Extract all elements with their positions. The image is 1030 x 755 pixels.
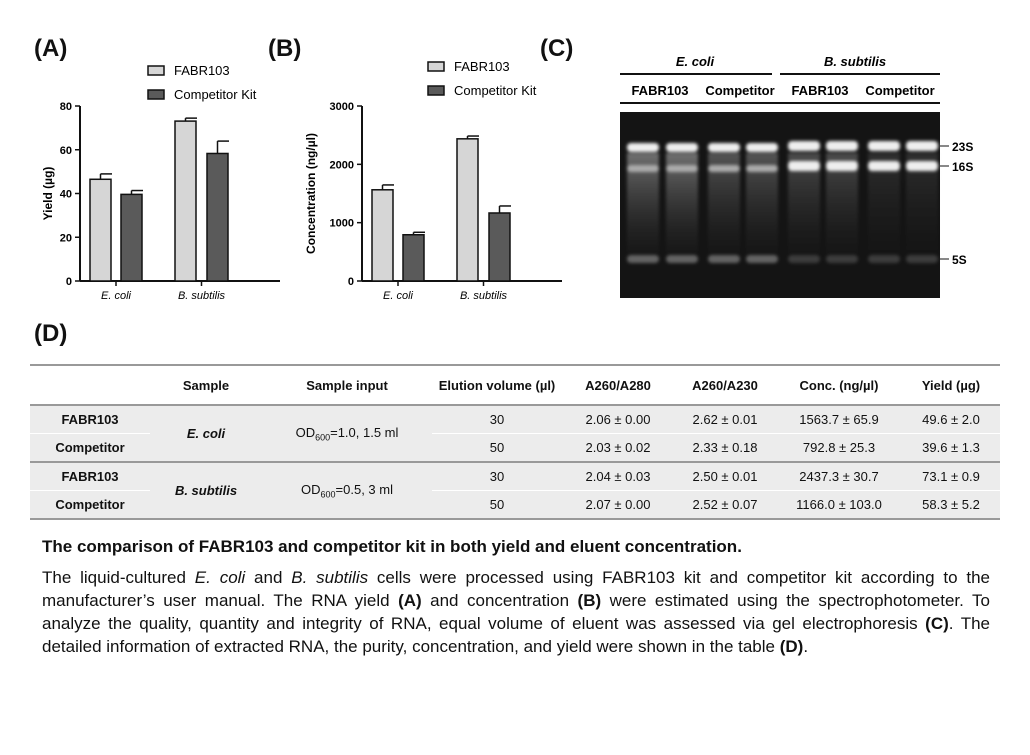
value-cell: 2.33 ± 0.18 (674, 434, 776, 463)
band-23s (788, 141, 820, 151)
rna-comparison-table (30, 364, 1000, 520)
caption-text-run: and (245, 568, 292, 587)
value-cell: 2.62 ± 0.01 (674, 405, 776, 434)
band-5s (826, 255, 858, 263)
col-header: Conc. (ng/µl) (776, 365, 902, 405)
caption-title: The comparison of FABR103 and competitor kit in both yield and eluent concentration. (42, 537, 742, 556)
value-cell: 50 (432, 434, 562, 463)
band-5s (906, 255, 938, 263)
y-tick-label: 20 (59, 232, 72, 245)
band-16s (906, 161, 938, 171)
band-16s (788, 161, 820, 171)
col-header: Sample input (262, 365, 432, 405)
band-5s (708, 255, 740, 263)
caption-text-run: cells were processed using FABR103 kit and competitor kit according to the manufacturer’s user manual. The RNA yield (42, 568, 991, 610)
value-cell: 2.52 ± 0.07 (674, 491, 776, 520)
gel-lane-label: FABR103 (631, 83, 689, 98)
kit-cell: Competitor (30, 491, 150, 520)
band-16s (708, 165, 740, 172)
yield-bar-chart (0, 0, 300, 310)
input-od: OD (295, 424, 316, 440)
band-16s (627, 165, 659, 172)
band-label-23s: 23S (952, 140, 974, 154)
sample-input-cell (262, 405, 432, 462)
x-tick-label: E. coli (383, 290, 413, 302)
legend-swatch-fabr103 (148, 66, 164, 75)
value-cell: 73.1 ± 0.9 (902, 462, 1000, 491)
value-cell: 1166.0 ± 103.0 (776, 491, 902, 520)
input-od-subscript: 600 (315, 432, 331, 443)
col-header (30, 365, 150, 405)
panel-label-b: (B) (268, 35, 302, 62)
gel-lane-label: Competitor (865, 83, 935, 98)
band-5s (788, 255, 820, 263)
col-header: Yield (µg) (902, 365, 1000, 405)
gel-species-ecoli: E. coli (675, 54, 715, 69)
y-tick-label: 80 (59, 101, 72, 113)
value-cell: 2437.3 ± 30.7 (776, 462, 902, 491)
caption-text-run: B. subtilis (291, 568, 369, 587)
bar-competitor (207, 153, 228, 281)
caption-text-run: (B) (577, 591, 602, 610)
input-value: =0.5, 3 ml (335, 481, 393, 497)
bar-competitor (403, 235, 424, 281)
bar-fabr103 (457, 139, 478, 281)
band-23s (826, 141, 858, 151)
band-5s (627, 255, 659, 263)
band-23s (746, 143, 778, 152)
value-cell: 2.06 ± 0.00 (562, 405, 674, 434)
col-header: A260/A230 (674, 365, 776, 405)
bar-fabr103 (372, 190, 393, 281)
y-tick-label: 0 (65, 276, 72, 288)
gel-lane-label: Competitor (705, 83, 775, 98)
table-row (30, 462, 1000, 491)
legend-label-fabr103: FABR103 (454, 59, 510, 74)
panel-label-c: (C) (540, 35, 574, 62)
x-tick-label: B. subtilis (459, 290, 508, 302)
y-axis-label: Concentration (ng/µl) (304, 133, 318, 254)
value-cell: 2.03 ± 0.02 (562, 434, 674, 463)
bar-fabr103 (90, 179, 111, 281)
value-cell: 58.3 ± 5.2 (902, 491, 1000, 520)
x-tick-label: B. subtilis (177, 290, 226, 302)
y-axis-label: Yield (µg) (41, 166, 55, 221)
y-tick-label: 40 (59, 188, 72, 201)
caption-body (42, 566, 990, 658)
band-23s (627, 143, 659, 152)
caption-text-run: . (803, 637, 809, 656)
legend-label-competitor: Competitor Kit (174, 87, 257, 102)
input-od-subscript: 600 (320, 489, 336, 500)
value-cell: 2.07 ± 0.00 (562, 491, 674, 520)
col-header: Sample (150, 365, 262, 405)
legend-label-fabr103: FABR103 (174, 63, 230, 78)
value-cell: 1563.7 ± 65.9 (776, 405, 902, 434)
band-16s (746, 165, 778, 172)
legend-swatch-fabr103 (428, 62, 444, 71)
concentration-bar-chart (270, 0, 570, 310)
caption-text-run: . The detailed information of extracted RNA, the purity, concentration, and yield were shown in the table (42, 614, 990, 656)
band-16s (666, 165, 698, 172)
legend-swatch-competitor (148, 90, 164, 99)
caption-text-run: were estimated using the spectrophotometer. To analyze the quality, quantity and integrity of RNA, equal volume of eluent was assessed via gel electrophoresis (42, 591, 990, 633)
gel-lane-label: FABR103 (791, 83, 849, 98)
band-23s (906, 141, 938, 151)
value-cell: 2.04 ± 0.03 (562, 462, 674, 491)
bar-competitor (489, 213, 510, 281)
panel-label-a: (A) (34, 35, 68, 62)
band-16s (826, 161, 858, 171)
caption-text-run: and concentration (421, 591, 578, 610)
value-cell: 30 (432, 405, 562, 434)
gel-species-bsubtilis: B. subtilis (823, 54, 887, 69)
bar-fabr103 (175, 121, 196, 281)
input-od: OD (301, 481, 321, 497)
band-5s (666, 255, 698, 263)
y-tick-label: 2000 (329, 159, 354, 172)
y-tick-label: 1000 (329, 217, 354, 230)
value-cell: 50 (432, 491, 562, 520)
band-23s (666, 143, 698, 152)
y-tick-label: 0 (347, 276, 354, 288)
gel-electrophoresis-image (600, 45, 1000, 305)
band-5s (868, 255, 900, 263)
value-cell: 792.8 ± 25.3 (776, 434, 902, 463)
y-tick-label: 60 (59, 144, 72, 157)
caption-text-run: (A) (398, 591, 422, 610)
sample-cell: E. coli (150, 405, 262, 462)
caption-text-run: (D) (779, 637, 804, 656)
col-header: Elution volume (µl) (432, 365, 562, 405)
value-cell: 2.50 ± 0.01 (674, 462, 776, 491)
caption-text-run: (C) (925, 614, 949, 633)
x-tick-label: E. coli (101, 290, 131, 302)
value-cell: 39.6 ± 1.3 (902, 434, 1000, 463)
legend-label-competitor: Competitor Kit (454, 83, 537, 98)
band-5s (746, 255, 778, 263)
y-tick-label: 3000 (329, 101, 354, 113)
band-16s (868, 161, 900, 171)
kit-cell: Competitor (30, 434, 150, 463)
kit-cell: FABR103 (30, 462, 150, 491)
table-row (30, 405, 1000, 434)
band-label-16s: 16S (952, 160, 974, 174)
col-header: A260/A280 (562, 365, 674, 405)
bar-competitor (121, 194, 142, 281)
band-label-5s: 5S (952, 253, 967, 267)
panel-label-d: (D) (34, 320, 68, 347)
caption-text-run: The liquid-cultured (42, 568, 195, 587)
value-cell: 49.6 ± 2.0 (902, 405, 1000, 434)
band-23s (868, 141, 900, 151)
sample-input-cell (262, 462, 432, 519)
kit-cell: FABR103 (30, 405, 150, 434)
input-value: =1.0, 1.5 ml (330, 424, 399, 440)
legend-swatch-competitor (428, 86, 444, 95)
sample-cell: B. subtilis (150, 462, 262, 519)
value-cell: 30 (432, 462, 562, 491)
caption-text-run: E. coli (194, 568, 246, 587)
band-23s (708, 143, 740, 152)
